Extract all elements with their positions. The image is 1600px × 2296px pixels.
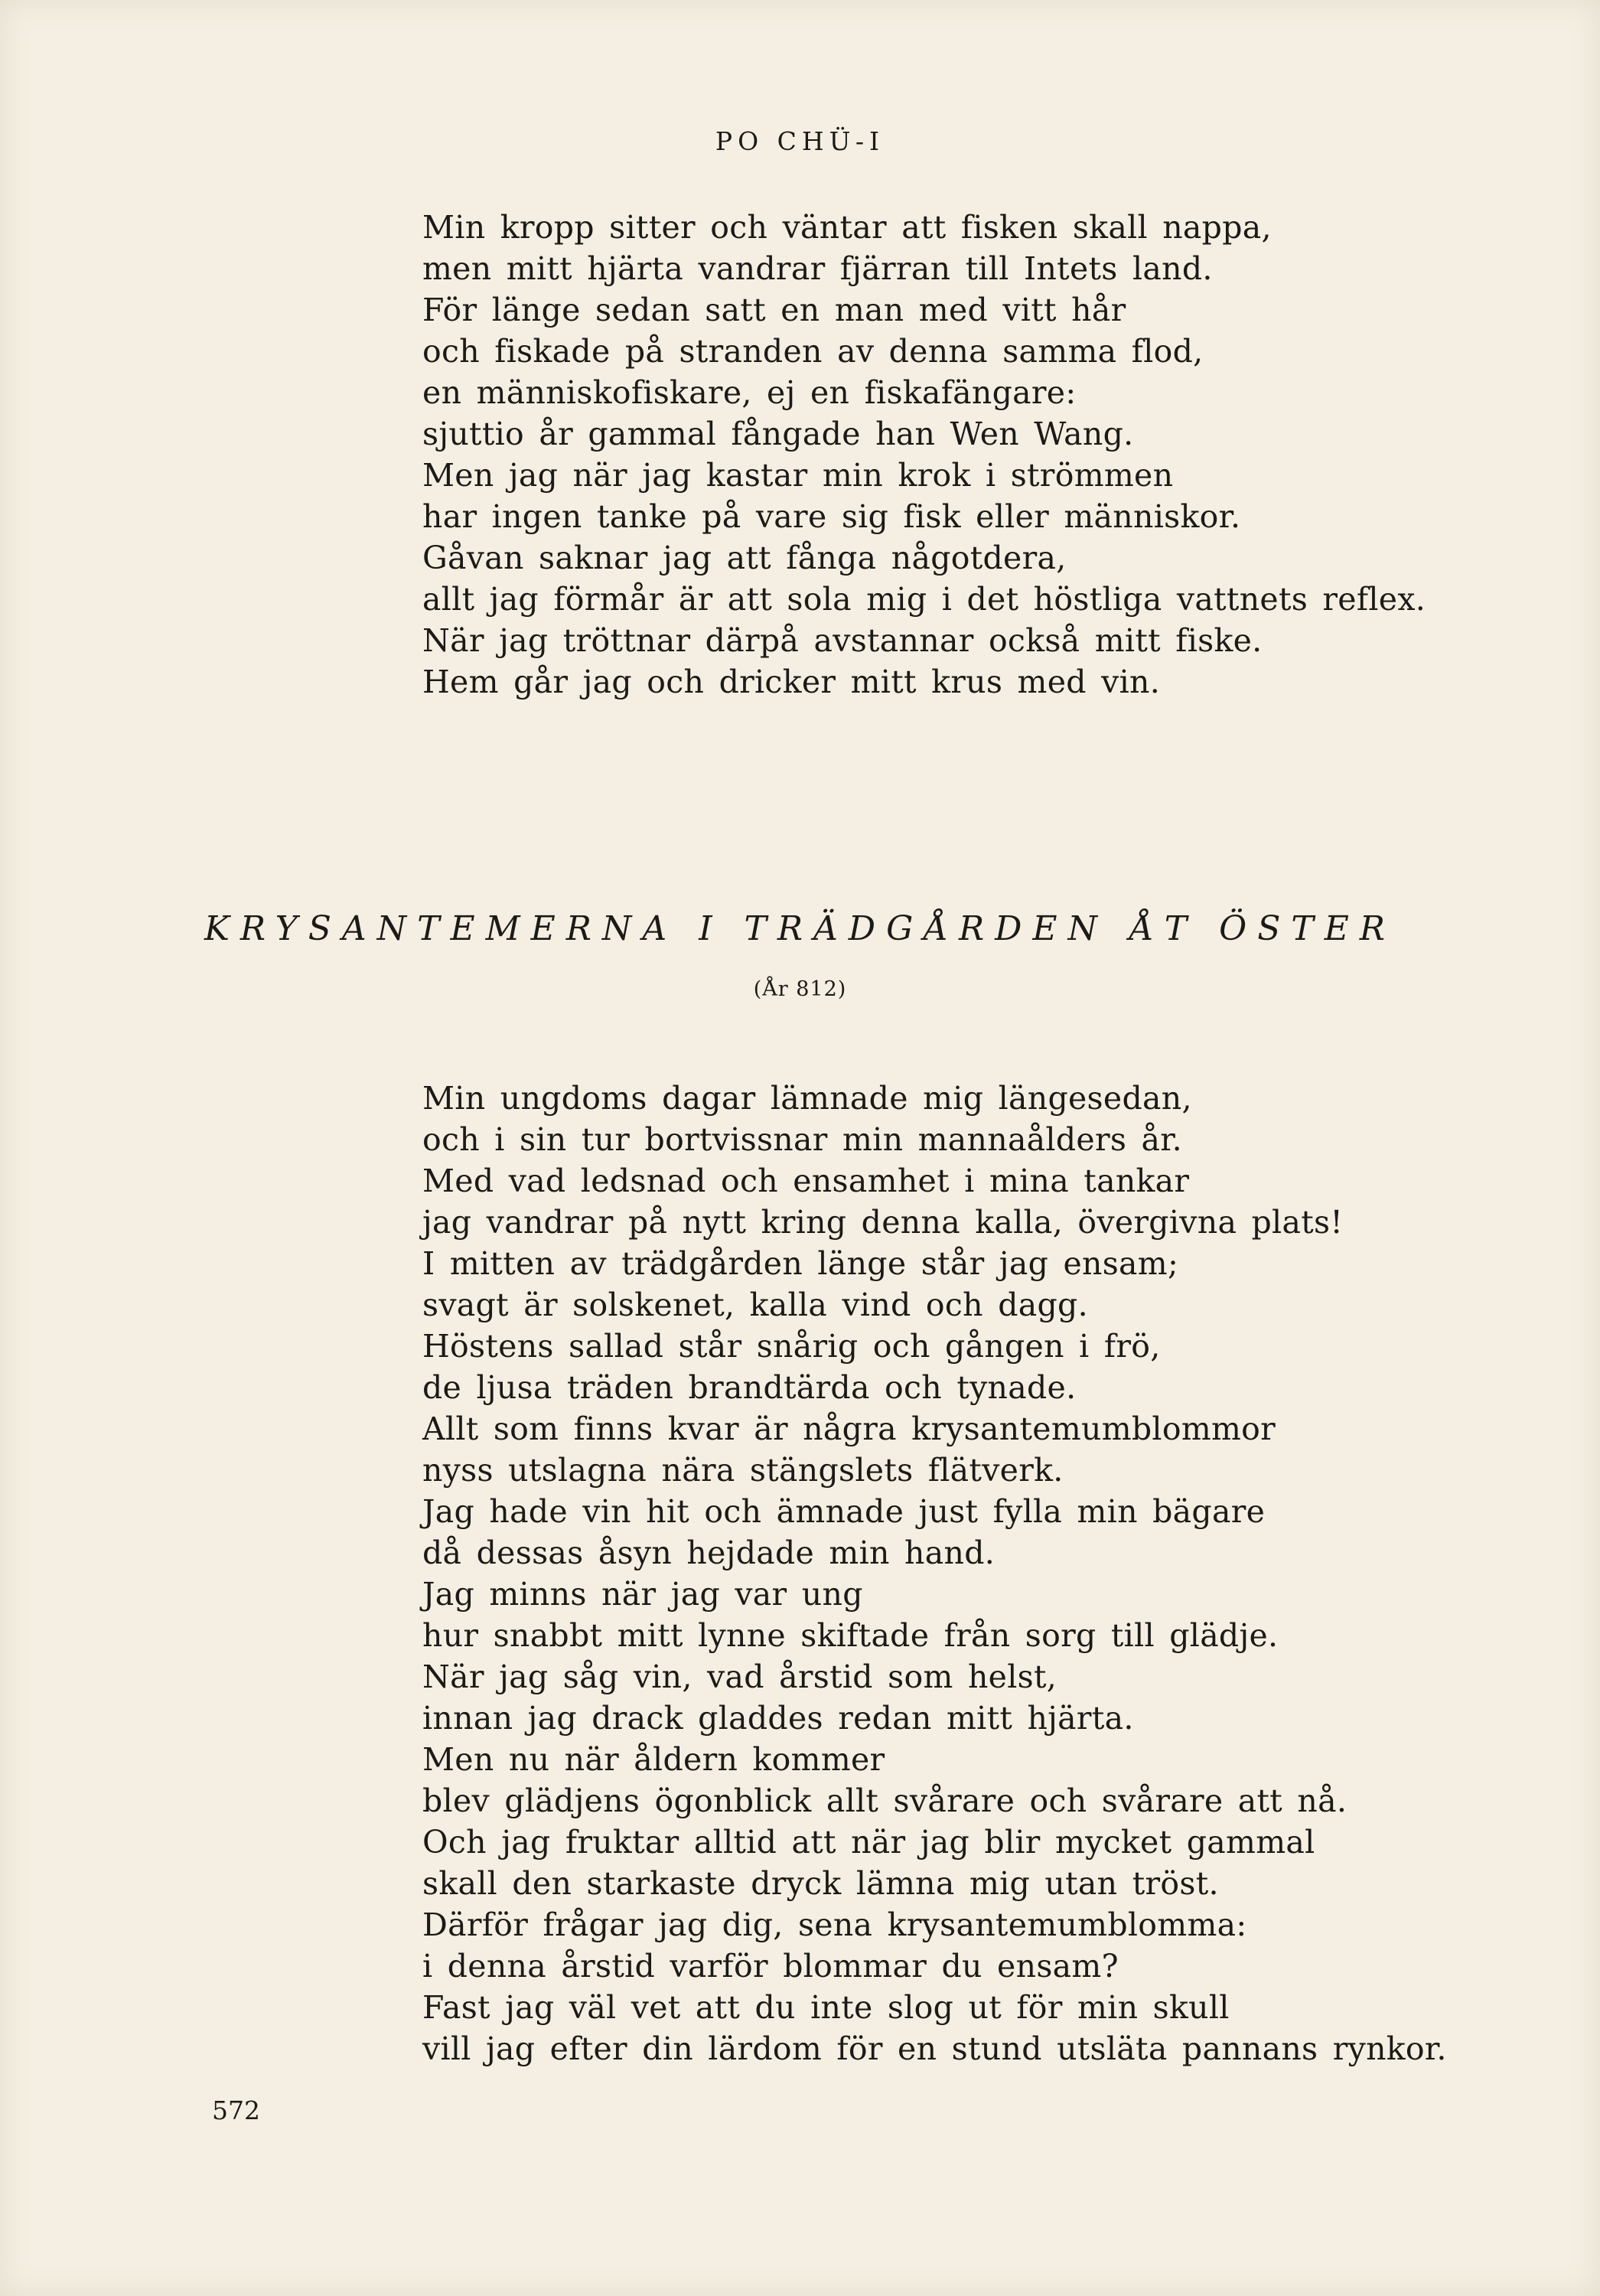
poem-line: Hem går jag och dricker mitt krus med vin. bbox=[422, 664, 1161, 700]
poem-line: har ingen tanke på vare sig fisk eller människor. bbox=[422, 498, 1241, 535]
poem-line: Allt som finns kvar är några krysantemumblommor bbox=[422, 1411, 1276, 1447]
poem-line: Gåvan saknar jag att fånga någotdera, bbox=[422, 540, 1067, 576]
poem-line: nyss utslagna nära stängslets flätverk. bbox=[422, 1452, 1064, 1489]
poem-line: vill jag efter din lärdom för en stund utsläta pannans rynkor. bbox=[422, 2030, 1447, 2067]
poem-fishing bbox=[422, 207, 1426, 703]
poem-line: skall den starkaste dryck lämna mig utan tröst. bbox=[422, 1865, 1219, 1902]
poem-line: I mitten av trädgården länge står jag ensam; bbox=[422, 1245, 1179, 1282]
poem-line: När jag tröttnar därpå avstannar också mitt fiske. bbox=[422, 622, 1263, 659]
poem-line: då dessas åsyn hejdade min hand. bbox=[422, 1534, 996, 1571]
poem-line: sjuttio år gammal fångade han Wen Wang. bbox=[422, 416, 1134, 452]
poem-line: en människofiskare, ej en fiskafängare: bbox=[422, 374, 1077, 411]
poem-line: Min ungdoms dagar lämnade mig längesedan, bbox=[422, 1080, 1192, 1117]
poem-title: KRYSANTEMERNA I TRÄDGÅRDEN ÅT ÖSTER bbox=[204, 909, 1396, 948]
poem-line: och fiskade på stranden av denna samma flod, bbox=[422, 333, 1204, 370]
poem-line: Men jag när jag kastar min krok i strömmen bbox=[422, 457, 1174, 494]
poem-chrysanthemums bbox=[422, 1078, 1447, 2069]
poem-line: blev glädjens ögonblick allt svårare och svårare att nå. bbox=[422, 1782, 1347, 1819]
poem-line: hur snabbt mitt lynne skiftade från sorg till glädje. bbox=[422, 1617, 1279, 1654]
poem-line: Och jag fruktar alltid att när jag blir mycket gammal bbox=[422, 1824, 1315, 1861]
poem-line: Fast jag väl vet att du inte slog ut för min skull bbox=[422, 1989, 1230, 2026]
poem-line: Med vad ledsnad och ensamhet i mina tankar bbox=[422, 1163, 1190, 1199]
poem-line: allt jag förmår är att sola mig i det höstliga vattnets reflex. bbox=[422, 581, 1426, 618]
running-head: PO CHÜ-I bbox=[715, 126, 885, 156]
poem-line: Därför frågar jag dig, sena krysantemumblomma: bbox=[422, 1906, 1247, 1943]
poem-line: Höstens sallad står snårig och gången i frö, bbox=[422, 1328, 1161, 1365]
poem-subtitle: (År 812) bbox=[753, 977, 847, 1001]
poem-line: jag vandrar på nytt kring denna kalla, övergivna plats! bbox=[422, 1204, 1344, 1241]
poem-line: men mitt hjärta vandrar fjärran till Intets land. bbox=[422, 250, 1213, 287]
poem-line: När jag såg vin, vad årstid som helst, bbox=[422, 1658, 1057, 1695]
poem-line: Jag hade vin hit och ämnade just fylla min bägare bbox=[422, 1493, 1266, 1530]
poem-line: och i sin tur bortvissnar min mannaålders år. bbox=[422, 1121, 1182, 1158]
poem-line: de ljusa träden brandtärda och tynade. bbox=[422, 1369, 1077, 1406]
page-number: 572 bbox=[212, 2095, 260, 2125]
poem-line: innan jag drack gladdes redan mitt hjärta. bbox=[422, 1700, 1134, 1737]
poem-line: i denna årstid varför blommar du ensam? bbox=[422, 1948, 1119, 1985]
poem-line: Men nu när åldern kommer bbox=[422, 1741, 885, 1778]
poem-line: Jag minns när jag var ung bbox=[422, 1576, 863, 1613]
poem-line: För länge sedan satt en man med vitt hår bbox=[422, 292, 1126, 328]
poem-line: Min kropp sitter och väntar att fisken skall nappa, bbox=[422, 209, 1272, 246]
poem-line: svagt är solskenet, kalla vind och dagg. bbox=[422, 1287, 1088, 1323]
